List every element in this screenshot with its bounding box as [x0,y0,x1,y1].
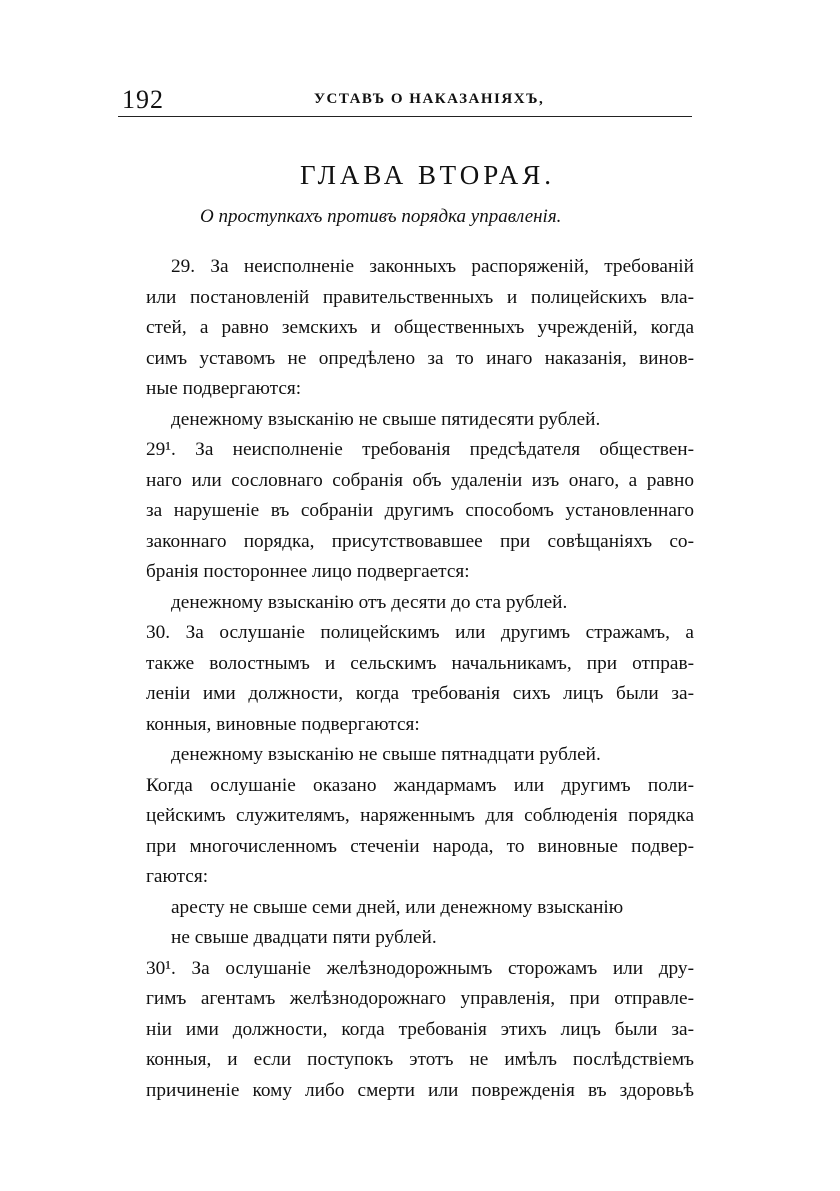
text-line: гимъ агентамъ желѣзнодорожнаго управленія, при отправле- [146,988,694,1009]
chapter-title: ГЛАВА ВТОРАЯ. [300,160,556,190]
penalty-line: денежному взысканію не свыше пятидесяти рублей. [171,408,601,430]
text-line: цейскимъ служителямъ, наряженнымъ для соблюденія порядка [146,805,694,826]
page-header [118,85,692,117]
text-line: ные подвергаются: [146,378,302,399]
text-line: ніи ими должности, когда требованія этихъ лицъ были за- [146,1018,694,1040]
text-line: или постановленій правительственныхъ и полицейскихъ вла- [146,286,694,308]
text-line: гаются: [146,866,209,887]
chapter-subtitle: О проступкахъ противъ порядка управленія. [200,206,562,227]
penalty-line: не свыше двадцати пяти рублей. [171,927,437,948]
text-body [146,252,694,1106]
text-line: законнаго порядка, присутствовавшее при совѣщаніяхъ со- [146,530,694,552]
text-line: также волостнымъ и сельскимъ начальникамъ, при отправ- [146,652,694,674]
text-line: наго или сословнаго собранія объ удаленіи изъ онаго, а равно [146,469,694,491]
text-line: стей, а равно земскихъ и общественныхъ учрежденій, когда [146,317,694,338]
text-line: причиненіе кому либо смерти или поврежденія въ здоровьѣ [146,1079,694,1101]
text-line: Когда ослушаніе оказано жандармамъ или другимъ поли- [146,774,694,796]
text-line: при многочисленномъ стеченіи народа, то виновные подвер- [146,835,694,857]
penalty-line: аресту не свыше семи дней, или денежному взысканію [171,896,624,918]
page-number: 192 [122,85,164,114]
penalty-line: денежному взысканію не свыше пятнадцати рублей. [171,744,601,765]
text-line: конныя, и если поступокъ этотъ не имѣлъ послѣдствіемъ [146,1049,694,1070]
text-line: конныя, виновные подвергаются: [146,713,420,735]
text-line: бранія постороннее лицо подвергается: [146,561,470,582]
text-line: 30. За ослушаніе полицейскимъ или другимъ стражамъ, а [146,622,694,643]
running-title: УСТАВЪ О НАКАЗАНІЯХЪ, [314,91,545,107]
text-line: за нарушеніе въ собраніи другимъ способомъ установленнаго [146,500,694,521]
text-line: 30¹. За ослушаніе желѣзнодорожнымъ сторожамъ или дру- [146,957,694,979]
header-rule [118,116,692,117]
text-line: леніи ими должности, когда требованія сихъ лицъ были за- [146,683,694,704]
text-line: 29. За неисполненіе законныхъ распоряженій, требованій [171,256,694,277]
text-line: симъ уставомъ не опредѣлено за то инаго наказанія, винов- [146,347,694,369]
penalty-line: денежному взысканію отъ десяти до ста рублей. [171,591,568,613]
text-line: 29¹. За неисполненіе требованія предсѣдателя обществен- [146,439,694,460]
